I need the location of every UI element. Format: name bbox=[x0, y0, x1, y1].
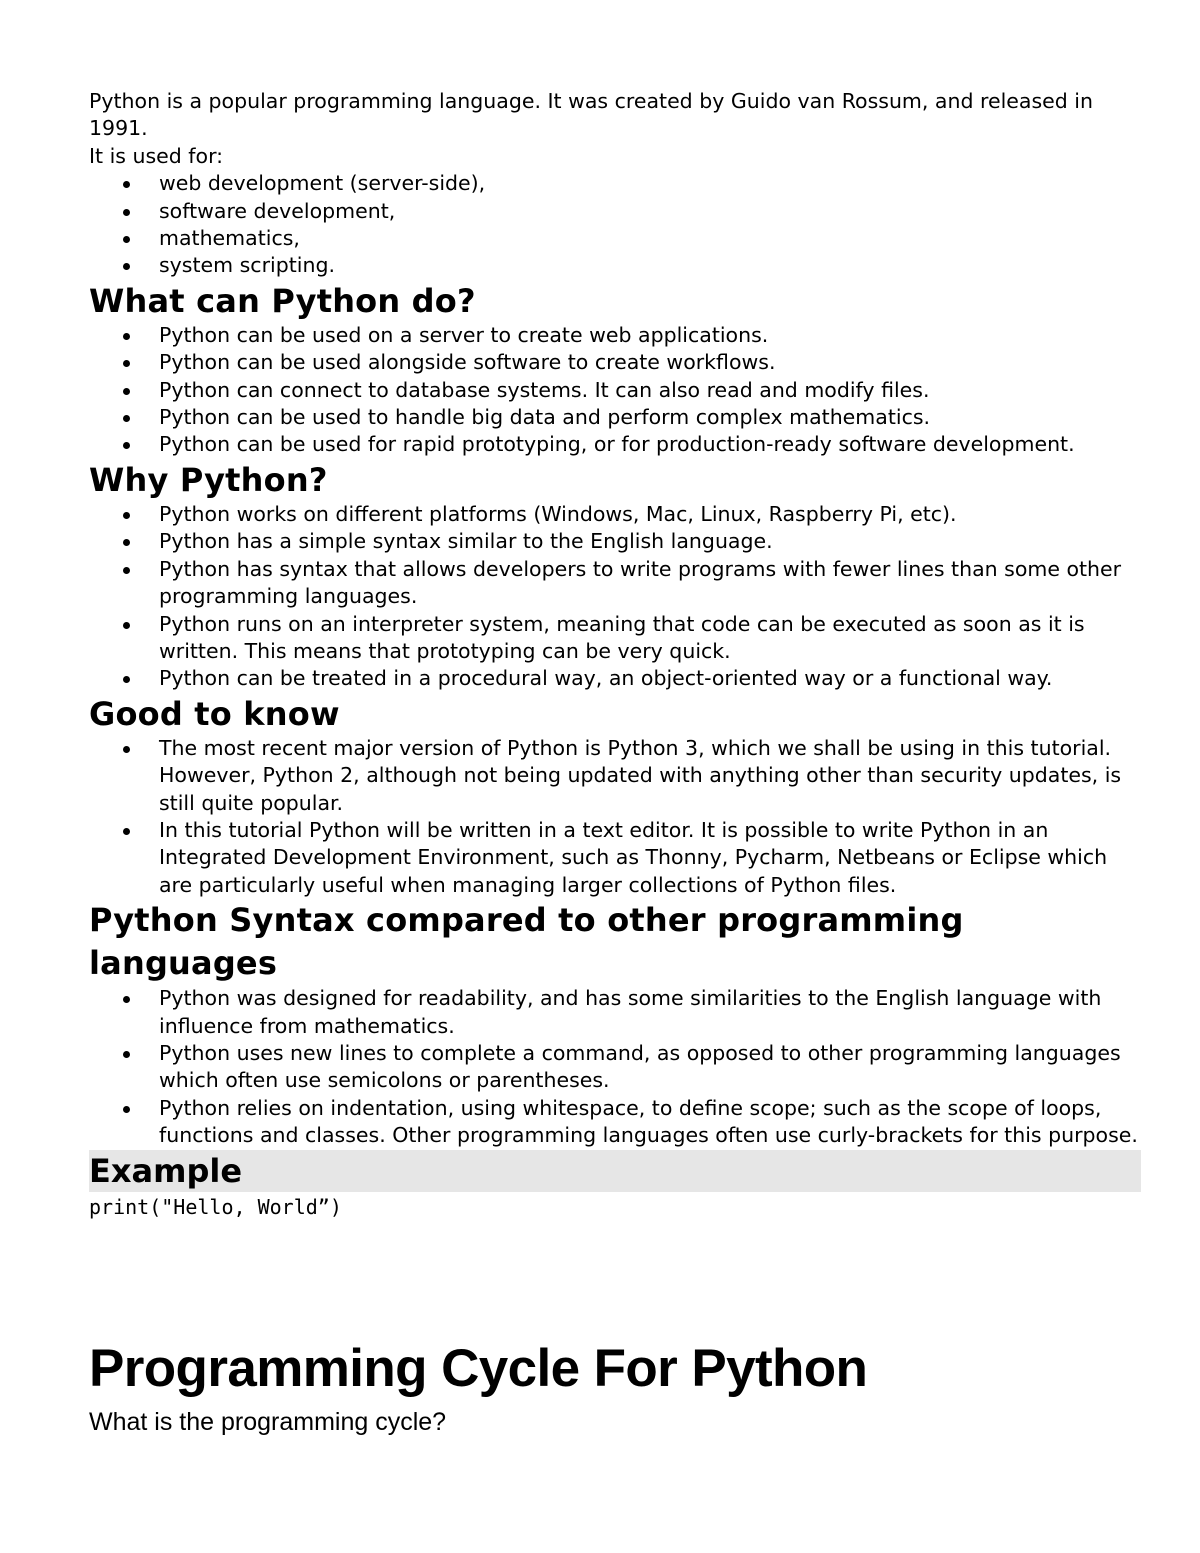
list-item: Python works on different platforms (Windows, Mac, Linux, Raspberry Pi, etc). bbox=[89, 501, 1141, 528]
bullet-icon bbox=[123, 1051, 130, 1058]
bullet-icon bbox=[123, 996, 130, 1003]
list-item: Python can be used on a server to create web applications. bbox=[89, 322, 1141, 349]
used-for-list bbox=[89, 170, 1141, 280]
bullet-icon bbox=[123, 263, 130, 270]
section-heading: What can Python do? bbox=[89, 281, 476, 320]
list-item: Python runs on an interpreter system, meaning that code can be executed as soon as it is written. This means that prototyping can be very quick. bbox=[89, 611, 1141, 666]
bullet-icon bbox=[123, 236, 130, 243]
bullet-icon bbox=[123, 567, 130, 574]
list-item: Python has a simple syntax similar to the English language. bbox=[89, 528, 1141, 555]
list-item: system scripting. bbox=[89, 252, 1141, 279]
bullet-icon bbox=[123, 1106, 130, 1113]
cycle-title: Programming Cycle For Python bbox=[89, 1339, 868, 1398]
section-good-to-know bbox=[89, 693, 1141, 899]
bullet-icon bbox=[123, 622, 130, 629]
list-item: web development (server-side), bbox=[89, 170, 1141, 197]
bullet-icon bbox=[123, 333, 130, 340]
list-item: Python can be used alongside software to create workflows. bbox=[89, 349, 1141, 376]
list-item: mathematics, bbox=[89, 225, 1141, 252]
bullet-icon bbox=[123, 676, 130, 683]
code-sample: print("Hello, World”) bbox=[89, 1194, 342, 1219]
section-heading: Why Python? bbox=[89, 460, 328, 499]
section-what-can-python-do bbox=[89, 280, 1141, 459]
section-list bbox=[89, 501, 1141, 693]
section-list bbox=[89, 322, 1141, 459]
bullet-icon bbox=[123, 415, 130, 422]
section-heading: Python Syntax compared to other programming languages bbox=[89, 901, 964, 983]
used-for-label: It is used for: bbox=[89, 143, 224, 168]
bullet-icon bbox=[123, 746, 130, 753]
example-section bbox=[89, 1150, 1141, 1222]
section-heading: Good to know bbox=[89, 694, 340, 733]
section-syntax-comparison bbox=[89, 899, 1141, 1149]
example-heading: Example bbox=[89, 1150, 1141, 1192]
document-body bbox=[89, 88, 1141, 1222]
intro-section bbox=[89, 88, 1141, 280]
bullet-icon bbox=[123, 360, 130, 367]
bullet-icon bbox=[123, 181, 130, 188]
intro-paragraph: Python is a popular programming language. It was created by Guido van Rossum, and released in 1991. bbox=[89, 89, 1093, 141]
section-list bbox=[89, 985, 1141, 1149]
list-item: The most recent major version of Python is Python 3, which we shall be using in this tutorial. However, Python 2, although not being updated with anything other than security updates, is still quite popular. bbox=[89, 735, 1141, 817]
bullet-icon bbox=[123, 388, 130, 395]
list-item: Python can be used to handle big data and perform complex mathematics. bbox=[89, 404, 1141, 431]
bullet-icon bbox=[123, 539, 130, 546]
list-item: Python can connect to database systems. It can also read and modify files. bbox=[89, 377, 1141, 404]
list-item: software development, bbox=[89, 198, 1141, 225]
bullet-icon bbox=[123, 512, 130, 519]
section-list bbox=[89, 735, 1141, 899]
bullet-icon bbox=[123, 209, 130, 216]
bullet-icon bbox=[123, 442, 130, 449]
list-item: Python was designed for readability, and has some similarities to the English language with influence from mathematics. bbox=[89, 985, 1141, 1040]
bullet-icon bbox=[123, 828, 130, 835]
section-why-python bbox=[89, 459, 1141, 693]
list-item: Python has syntax that allows developers to write programs with fewer lines than some other programming languages. bbox=[89, 556, 1141, 611]
list-item: Python can be treated in a procedural way, an object-oriented way or a functional way. bbox=[89, 665, 1141, 692]
list-item: In this tutorial Python will be written in a text editor. It is possible to write Python in an Integrated Development Environment, such as Thonny, Pycharm, Netbeans or Eclipse which are particularly useful when managing larger collections of Python files. bbox=[89, 817, 1141, 899]
list-item: Python relies on indentation, using whitespace, to define scope; such as the scope of loops, functions and classes. Other programming languages often use curly-brackets for this purpose. bbox=[89, 1095, 1141, 1150]
cycle-question: What is the programming cycle? bbox=[89, 1408, 447, 1436]
list-item: Python uses new lines to complete a command, as opposed to other programming languages which often use semicolons or parentheses. bbox=[89, 1040, 1141, 1095]
list-item: Python can be used for rapid prototyping, or for production-ready software development. bbox=[89, 431, 1141, 458]
